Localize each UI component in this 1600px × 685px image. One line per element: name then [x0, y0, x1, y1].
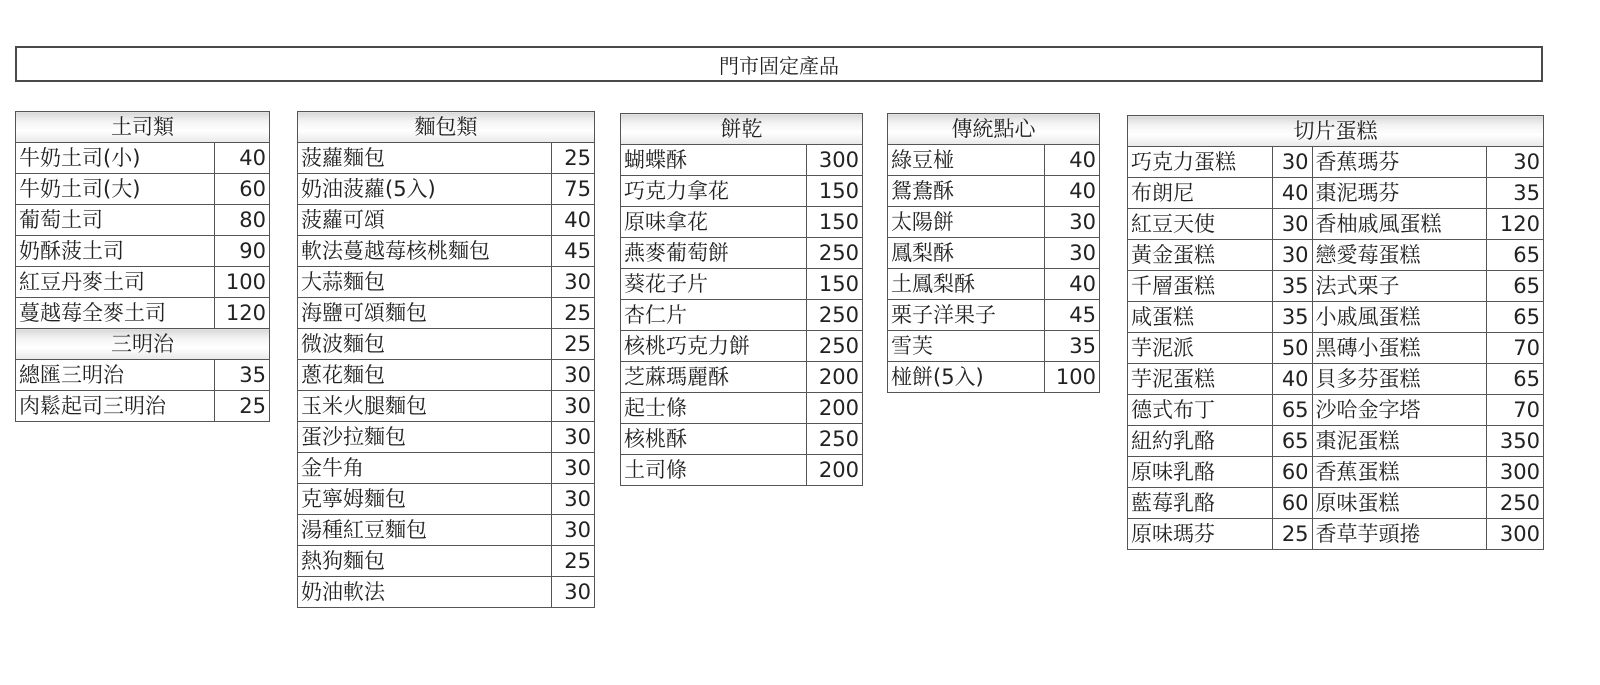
item-name: 綠豆椪	[888, 145, 1045, 176]
item-name: 芋泥派	[1128, 333, 1273, 364]
item-price: 60	[1272, 457, 1312, 488]
table-row	[621, 424, 863, 455]
table-row	[1128, 240, 1544, 271]
item-name: 菠蘿麵包	[298, 143, 552, 174]
item-name: 沙哈金字塔	[1312, 395, 1487, 426]
item-name: 金牛角	[298, 453, 552, 484]
item-price: 35	[215, 360, 270, 391]
item-price: 200	[807, 393, 863, 424]
table-row	[298, 329, 595, 360]
item-price: 40	[552, 205, 595, 236]
table-row	[888, 207, 1100, 238]
item-price: 25	[215, 391, 270, 422]
item-name: 芝蔴瑪麗酥	[621, 362, 807, 393]
item-price: 40	[1045, 269, 1100, 300]
item-price: 30	[1272, 209, 1312, 240]
table-row	[1128, 271, 1544, 302]
item-price: 65	[1272, 426, 1312, 457]
item-name: 杏仁片	[621, 300, 807, 331]
item-price: 65	[1487, 271, 1544, 302]
item-price: 200	[807, 362, 863, 393]
item-price: 120	[1487, 209, 1544, 240]
table-row	[298, 453, 595, 484]
item-price: 150	[807, 176, 863, 207]
item-name: 燕麥葡萄餅	[621, 238, 807, 269]
item-price: 45	[1045, 300, 1100, 331]
table-row	[888, 300, 1100, 331]
item-price: 50	[1272, 333, 1312, 364]
item-price: 25	[1272, 519, 1312, 550]
cookies-header: 餅乾	[621, 114, 863, 145]
item-name: 太陽餅	[888, 207, 1045, 238]
item-name: 起士條	[621, 393, 807, 424]
table-row	[298, 298, 595, 329]
table-row	[298, 143, 595, 174]
table-row	[888, 269, 1100, 300]
item-price: 250	[807, 300, 863, 331]
item-price: 30	[552, 577, 595, 608]
item-name: 熱狗麵包	[298, 546, 552, 577]
item-price: 30	[552, 515, 595, 546]
table-row	[298, 174, 595, 205]
table-row	[621, 300, 863, 331]
item-name: 雪芙	[888, 331, 1045, 362]
table-row	[621, 176, 863, 207]
item-price: 30	[1272, 240, 1312, 271]
table-row	[888, 145, 1100, 176]
bread-header: 麵包類	[298, 112, 595, 143]
item-name: 原味瑪芬	[1128, 519, 1273, 550]
item-name: 紅豆丹麥土司	[16, 267, 215, 298]
item-price: 35	[1487, 178, 1544, 209]
item-name: 土鳳梨酥	[888, 269, 1045, 300]
item-name: 奶酥菠土司	[16, 236, 215, 267]
item-name: 巧克力蛋糕	[1128, 147, 1273, 178]
item-name: 法式栗子	[1312, 271, 1487, 302]
item-name: 海鹽可頌麵包	[298, 298, 552, 329]
table-row	[16, 143, 270, 174]
item-price: 100	[1045, 362, 1100, 393]
item-price: 100	[215, 267, 270, 298]
table-row	[1128, 178, 1544, 209]
table-row	[298, 236, 595, 267]
item-name: 克寧姆麵包	[298, 484, 552, 515]
table-row	[1128, 209, 1544, 240]
item-price: 80	[215, 205, 270, 236]
item-price: 200	[807, 455, 863, 486]
table-row	[621, 145, 863, 176]
item-name: 原味蛋糕	[1312, 488, 1487, 519]
item-price: 250	[807, 238, 863, 269]
item-price: 40	[1045, 145, 1100, 176]
item-name: 紅豆天使	[1128, 209, 1273, 240]
item-price: 25	[552, 329, 595, 360]
table-row	[621, 362, 863, 393]
item-price: 75	[552, 174, 595, 205]
table-row	[16, 174, 270, 205]
item-price: 30	[552, 360, 595, 391]
table-row	[1128, 488, 1544, 519]
item-price: 70	[1487, 333, 1544, 364]
item-price: 40	[1272, 364, 1312, 395]
item-name: 紐約乳酪	[1128, 426, 1273, 457]
item-price: 30	[552, 453, 595, 484]
table-row	[621, 455, 863, 486]
item-price: 30	[1045, 238, 1100, 269]
item-name: 原味拿花	[621, 207, 807, 238]
item-name: 肉鬆起司三明治	[16, 391, 215, 422]
table-row	[621, 393, 863, 424]
item-price: 65	[1487, 240, 1544, 271]
item-name: 總匯三明治	[16, 360, 215, 391]
item-name: 葵花子片	[621, 269, 807, 300]
item-name: 土司條	[621, 455, 807, 486]
item-name: 棗泥瑪芬	[1312, 178, 1487, 209]
item-price: 40	[1045, 176, 1100, 207]
item-name: 奶油軟法	[298, 577, 552, 608]
table-row	[888, 362, 1100, 393]
item-name: 芋泥蛋糕	[1128, 364, 1273, 395]
item-price: 30	[552, 422, 595, 453]
item-price: 250	[807, 424, 863, 455]
item-name: 黑磚小蛋糕	[1312, 333, 1487, 364]
item-price: 25	[552, 546, 595, 577]
item-price: 25	[552, 298, 595, 329]
item-name: 葡萄土司	[16, 205, 215, 236]
item-price: 30	[552, 267, 595, 298]
sliced-cake-table	[1127, 115, 1544, 550]
item-name: 栗子洋果子	[888, 300, 1045, 331]
table-row	[1128, 426, 1544, 457]
table-row	[1128, 457, 1544, 488]
item-price: 250	[807, 331, 863, 362]
item-name: 原味乳酪	[1128, 457, 1273, 488]
item-price: 30	[1045, 207, 1100, 238]
item-name: 菠蘿可頌	[298, 205, 552, 236]
item-name: 鴛鴦酥	[888, 176, 1045, 207]
table-row	[1128, 519, 1544, 550]
bread-table	[297, 111, 595, 608]
table-row	[1128, 302, 1544, 333]
item-price: 65	[1487, 364, 1544, 395]
item-price: 60	[1272, 488, 1312, 519]
item-price: 300	[1487, 519, 1544, 550]
traditional-table	[887, 113, 1100, 393]
item-name: 玉米火腿麵包	[298, 391, 552, 422]
table-row	[621, 269, 863, 300]
item-name: 布朗尼	[1128, 178, 1273, 209]
item-price: 35	[1272, 271, 1312, 302]
item-name: 湯種紅豆麵包	[298, 515, 552, 546]
item-price: 30	[552, 484, 595, 515]
table-row	[298, 205, 595, 236]
table-row	[1128, 364, 1544, 395]
table-row	[298, 577, 595, 608]
table-row	[298, 422, 595, 453]
item-price: 90	[215, 236, 270, 267]
table-row	[16, 298, 270, 329]
item-price: 120	[215, 298, 270, 329]
item-name: 蔓越莓全麥土司	[16, 298, 215, 329]
table-row	[298, 546, 595, 577]
item-price: 300	[807, 145, 863, 176]
item-price: 30	[1272, 147, 1312, 178]
traditional-header: 傳統點心	[888, 114, 1100, 145]
item-name: 牛奶土司(小)	[16, 143, 215, 174]
item-name: 椪餅(5入)	[888, 362, 1045, 393]
table-row	[298, 267, 595, 298]
item-price: 40	[1272, 178, 1312, 209]
item-price: 250	[1487, 488, 1544, 519]
item-price: 65	[1487, 302, 1544, 333]
table-row	[298, 360, 595, 391]
item-name: 鳳梨酥	[888, 238, 1045, 269]
table-row	[621, 207, 863, 238]
item-price: 60	[215, 174, 270, 205]
table-row	[16, 236, 270, 267]
item-name: 藍莓乳酪	[1128, 488, 1273, 519]
item-price: 150	[807, 207, 863, 238]
item-name: 戀愛莓蛋糕	[1312, 240, 1487, 271]
item-name: 香蕉瑪芬	[1312, 147, 1487, 178]
page-title: 門市固定產品	[15, 46, 1543, 82]
sliced-cake-header: 切片蛋糕	[1128, 116, 1544, 147]
toast-table	[15, 111, 270, 422]
table-row	[298, 484, 595, 515]
table-row	[16, 360, 270, 391]
toast-header: 土司類	[16, 112, 270, 143]
item-name: 蛋沙拉麵包	[298, 422, 552, 453]
item-price: 40	[215, 143, 270, 174]
item-name: 千層蛋糕	[1128, 271, 1273, 302]
item-name: 微波麵包	[298, 329, 552, 360]
item-name: 黃金蛋糕	[1128, 240, 1273, 271]
item-name: 核桃巧克力餅	[621, 331, 807, 362]
item-price: 150	[807, 269, 863, 300]
cookies-table	[620, 113, 863, 486]
item-price: 300	[1487, 457, 1544, 488]
item-price: 65	[1272, 395, 1312, 426]
table-row	[1128, 147, 1544, 178]
item-name: 香柚戚風蛋糕	[1312, 209, 1487, 240]
table-row	[621, 238, 863, 269]
item-price: 45	[552, 236, 595, 267]
item-name: 貝多芬蛋糕	[1312, 364, 1487, 395]
item-name: 棗泥蛋糕	[1312, 426, 1487, 457]
table-row	[298, 515, 595, 546]
table-row	[621, 331, 863, 362]
sandwich-header: 三明治	[16, 329, 270, 360]
item-name: 核桃酥	[621, 424, 807, 455]
item-name: 牛奶土司(大)	[16, 174, 215, 205]
item-name: 咸蛋糕	[1128, 302, 1273, 333]
table-row	[16, 205, 270, 236]
item-price: 30	[552, 391, 595, 422]
table-row	[888, 176, 1100, 207]
item-name: 蔥花麵包	[298, 360, 552, 391]
table-row	[16, 391, 270, 422]
item-name: 巧克力拿花	[621, 176, 807, 207]
item-name: 小戚風蛋糕	[1312, 302, 1487, 333]
table-row	[1128, 333, 1544, 364]
table-row	[1128, 395, 1544, 426]
item-name: 蝴蝶酥	[621, 145, 807, 176]
item-name: 香蕉蛋糕	[1312, 457, 1487, 488]
item-name: 奶油菠蘿(5入)	[298, 174, 552, 205]
table-row	[888, 331, 1100, 362]
item-name: 軟法蔓越莓核桃麵包	[298, 236, 552, 267]
item-name: 大蒜麵包	[298, 267, 552, 298]
table-row	[888, 238, 1100, 269]
item-price: 350	[1487, 426, 1544, 457]
item-price: 30	[1487, 147, 1544, 178]
item-price: 70	[1487, 395, 1544, 426]
item-name: 德式布丁	[1128, 395, 1273, 426]
item-price: 25	[552, 143, 595, 174]
item-price: 35	[1045, 331, 1100, 362]
item-name: 香草芋頭捲	[1312, 519, 1487, 550]
table-row	[298, 391, 595, 422]
table-row	[16, 267, 270, 298]
item-price: 35	[1272, 302, 1312, 333]
